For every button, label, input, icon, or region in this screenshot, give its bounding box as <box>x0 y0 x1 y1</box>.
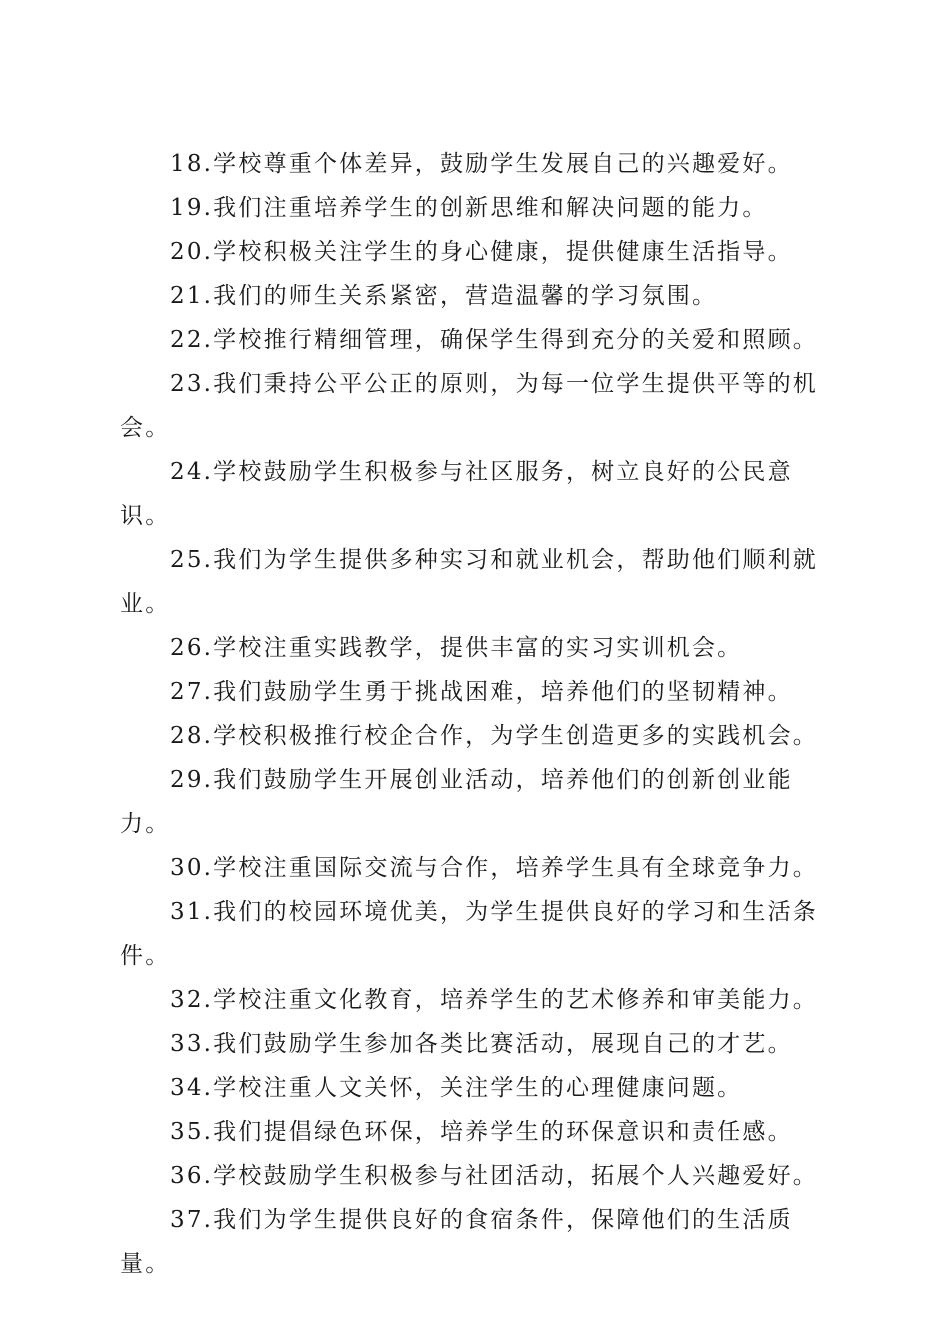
list-item: 21.我们的师生关系紧密，营造温馨的学习氛围。 <box>170 283 718 309</box>
list-item: 28.学校积极推行校企合作，为学生创造更多的实践机会。 <box>170 723 818 749</box>
list-item: 32.学校注重文化教育，培养学生的艺术修养和审美能力。 <box>170 987 818 1013</box>
list-item: 19.我们注重培养学生的创新思维和解决问题的能力。 <box>170 195 768 221</box>
list-item: 37.我们为学生提供良好的食宿条件，保障他们的生活质量。 <box>120 1207 793 1277</box>
list-item: 20.学校积极关注学生的身心健康，提供健康生活指导。 <box>170 239 793 265</box>
list-item: 18.学校尊重个体差异，鼓励学生发展自己的兴趣爱好。 <box>170 151 793 177</box>
list-item: 29.我们鼓励学生开展创业活动，培养他们的创新创业能力。 <box>120 767 793 837</box>
list-item: 25.我们为学生提供多种实习和就业机会，帮助他们顺利就业。 <box>120 547 818 617</box>
list-item: 36.学校鼓励学生积极参与社团活动，拓展个人兴趣爱好。 <box>170 1163 818 1189</box>
list-item: 24.学校鼓励学生积极参与社区服务，树立良好的公民意识。 <box>120 459 793 529</box>
list-item: 35.我们提倡绿色环保，培养学生的环保意识和责任感。 <box>170 1119 793 1145</box>
list-item: 31.我们的校园环境优美，为学生提供良好的学习和生活条件。 <box>120 899 818 969</box>
list-item: 27.我们鼓励学生勇于挑战困难，培养他们的坚韧精神。 <box>170 679 793 705</box>
document-page <box>120 142 832 1286</box>
list-item: 30.学校注重国际交流与合作，培养学生具有全球竞争力。 <box>170 855 818 881</box>
list-item: 34.学校注重人文关怀，关注学生的心理健康问题。 <box>170 1075 743 1101</box>
list-item: 33.我们鼓励学生参加各类比赛活动，展现自己的才艺。 <box>170 1031 793 1057</box>
list-item: 23.我们秉持公平公正的原则，为每一位学生提供平等的机会。 <box>120 371 818 441</box>
list-item: 22.学校推行精细管理，确保学生得到充分的关爱和照顾。 <box>170 327 818 353</box>
list-item: 26.学校注重实践教学，提供丰富的实习实训机会。 <box>170 635 743 661</box>
